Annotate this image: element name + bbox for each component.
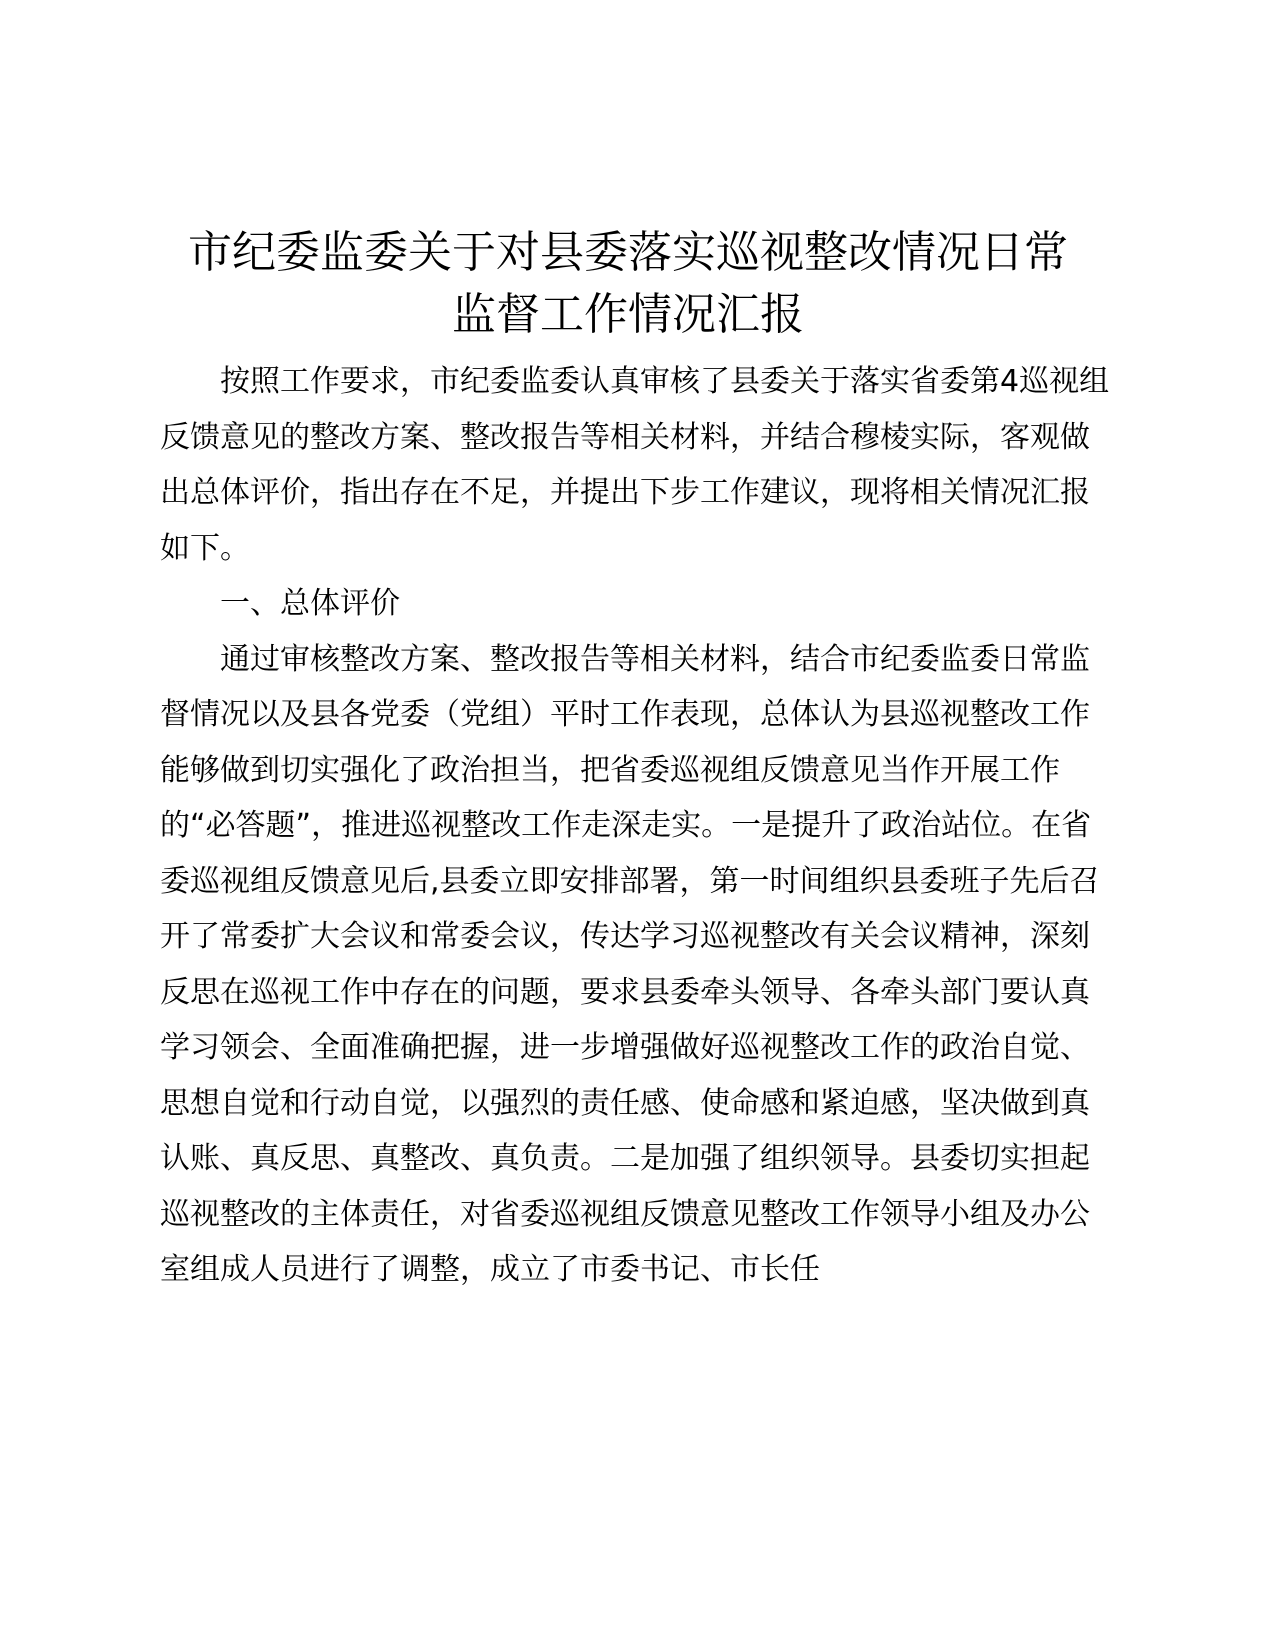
section-body-paragraph: 通过审核整改方案、整改报告等相关材料，结合市纪委监委日常监督情况以及县各党委（党组）平时工作表现，总体认为县巡视整改工作能够做到切实强化了政治担当，把省委巡视组反馈意见当作开展工作的“必答题”，推进巡视整改工作走深走实。一是提升了政治站位。在省委巡视组反馈意见后,县委立即安排部署，第一时间组织县委班子先后召开了常委扩大会议和常委会议，传达学习巡视整改有关会议精神，深刻反思在巡视工作中存在的问题，要求县委牵头领导、各牵头部门要认真学习领会、全面准确把握，进一步增强做好巡视整改工作的政治自觉、思想自觉和行动自觉，以强烈的责任感、使命感和紧迫感，坚决做到真认账、真反思、真整改、真负责。二是加强了组织领导。县委切实担起巡视整改的主体责任，对省委巡视组反馈意见整改工作领导小组及办公室组成人员进行了调整，成立了市委书记、市长任 [160,641,1100,1287]
intro-paragraph: 按照工作要求，市纪委监委认真审核了县委关于落实省委第4巡视组反馈意见的整改方案、整改报告等相关材料，并结合穆棱实际，客观做出总体评价，指出存在不足，并提出下步工作建议，现将相关情况汇报如下。 [160,364,1110,566]
document-title [160,222,1096,346]
document-body [160,354,1110,1298]
title-line-2: 监督工作情况汇报 [452,289,804,340]
section-heading-overall-evaluation: 一、总体评价 [220,586,400,621]
title-line-1: 市纪委监委关于对县委落实巡视整改情况日常 [188,227,1068,278]
